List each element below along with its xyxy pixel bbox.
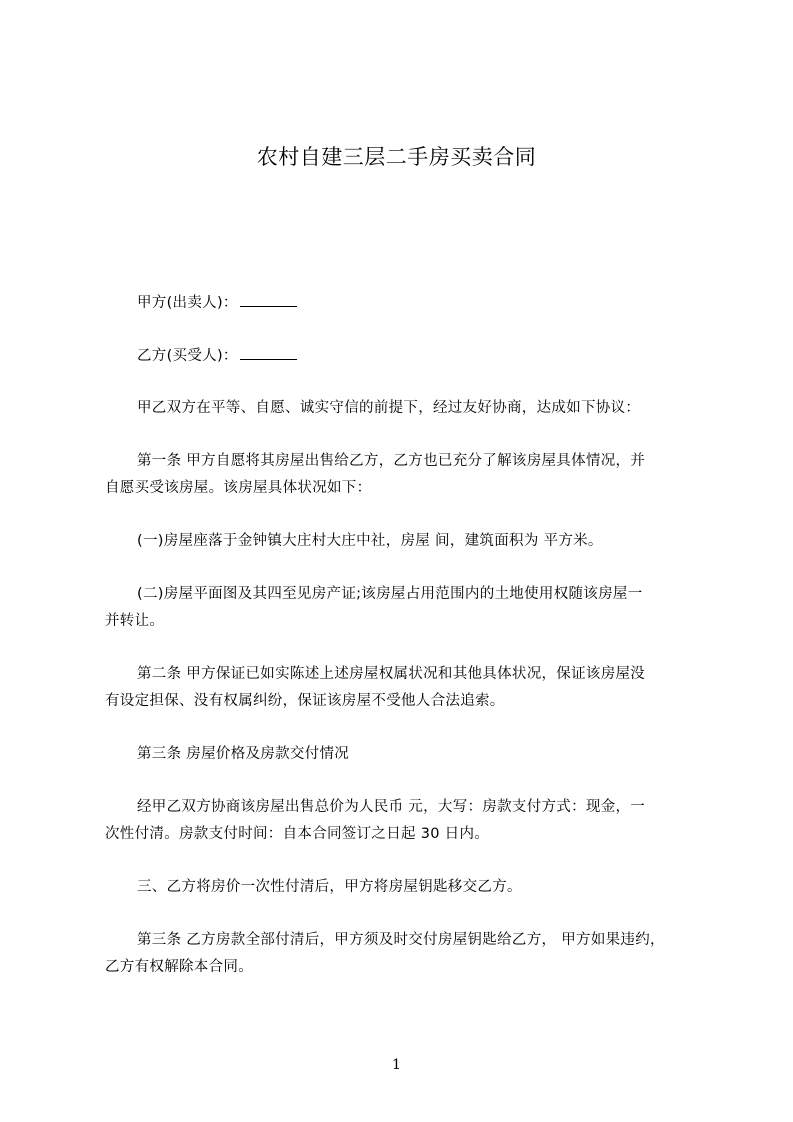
party-b-label: 乙方(买受人)： [137,348,238,364]
party-a-label: 甲方(出卖人)： [137,295,238,311]
party-a-line [137,292,297,313]
article-2-line-1: 第二条 甲方保证已如实陈述上述房屋权属状况和其他具体状况，保证该房屋没 [137,666,646,682]
item-2-line-2: 并转让。 [105,613,165,629]
party-a-blank [240,292,297,307]
article-1-line-2: 自愿买受该房屋。该房屋具体状况如下： [105,480,372,496]
article-3b-line-2: 乙方有权解除本合同。 [105,959,253,975]
page-number: 1 [392,1057,401,1073]
article-3b-line-1: 第三条 乙方房款全部付清后，甲方须及时交付房屋钥匙给乙方， 甲方如果违约， [137,932,665,948]
item-2-line-1: (二)房屋平面图及其四至见房产证;该房屋占用范围内的土地使用权随该房屋一 [137,586,643,602]
article-2-line-2: 有设定担保、没有权属纠纷，保证该房屋不受他人合法追索。 [105,693,505,709]
party-b-line [137,345,297,366]
item-1: (一)房屋座落于金钟镇大庄村大庄中社，房屋 间，建筑面积为 平方米。 [137,533,603,549]
key-handover: 三、乙方将房价一次性付清后，甲方将房屋钥匙移交乙方。 [137,879,522,895]
price-line-1: 经甲乙双方协商该房屋出售总价为人民币 元，大写：房款支付方式：现金，一 [137,799,646,815]
article-3-heading: 第三条 房屋价格及房款交付情况 [137,746,350,762]
party-b-blank [240,345,297,360]
contract-title: 农村自建三层二手房买卖合同 [256,145,537,169]
article-1-line-1: 第一条 甲方自愿将其房屋出售给乙方，乙方也已充分了解该房屋具体情况，并 [137,453,646,469]
price-line-2: 次性付清。房款支付时间：自本合同签订之日起 30 日内。 [105,826,490,842]
preamble: 甲乙双方在平等、自愿、诚实守信的前提下，经过友好协商，达成如下协议： [137,400,641,416]
